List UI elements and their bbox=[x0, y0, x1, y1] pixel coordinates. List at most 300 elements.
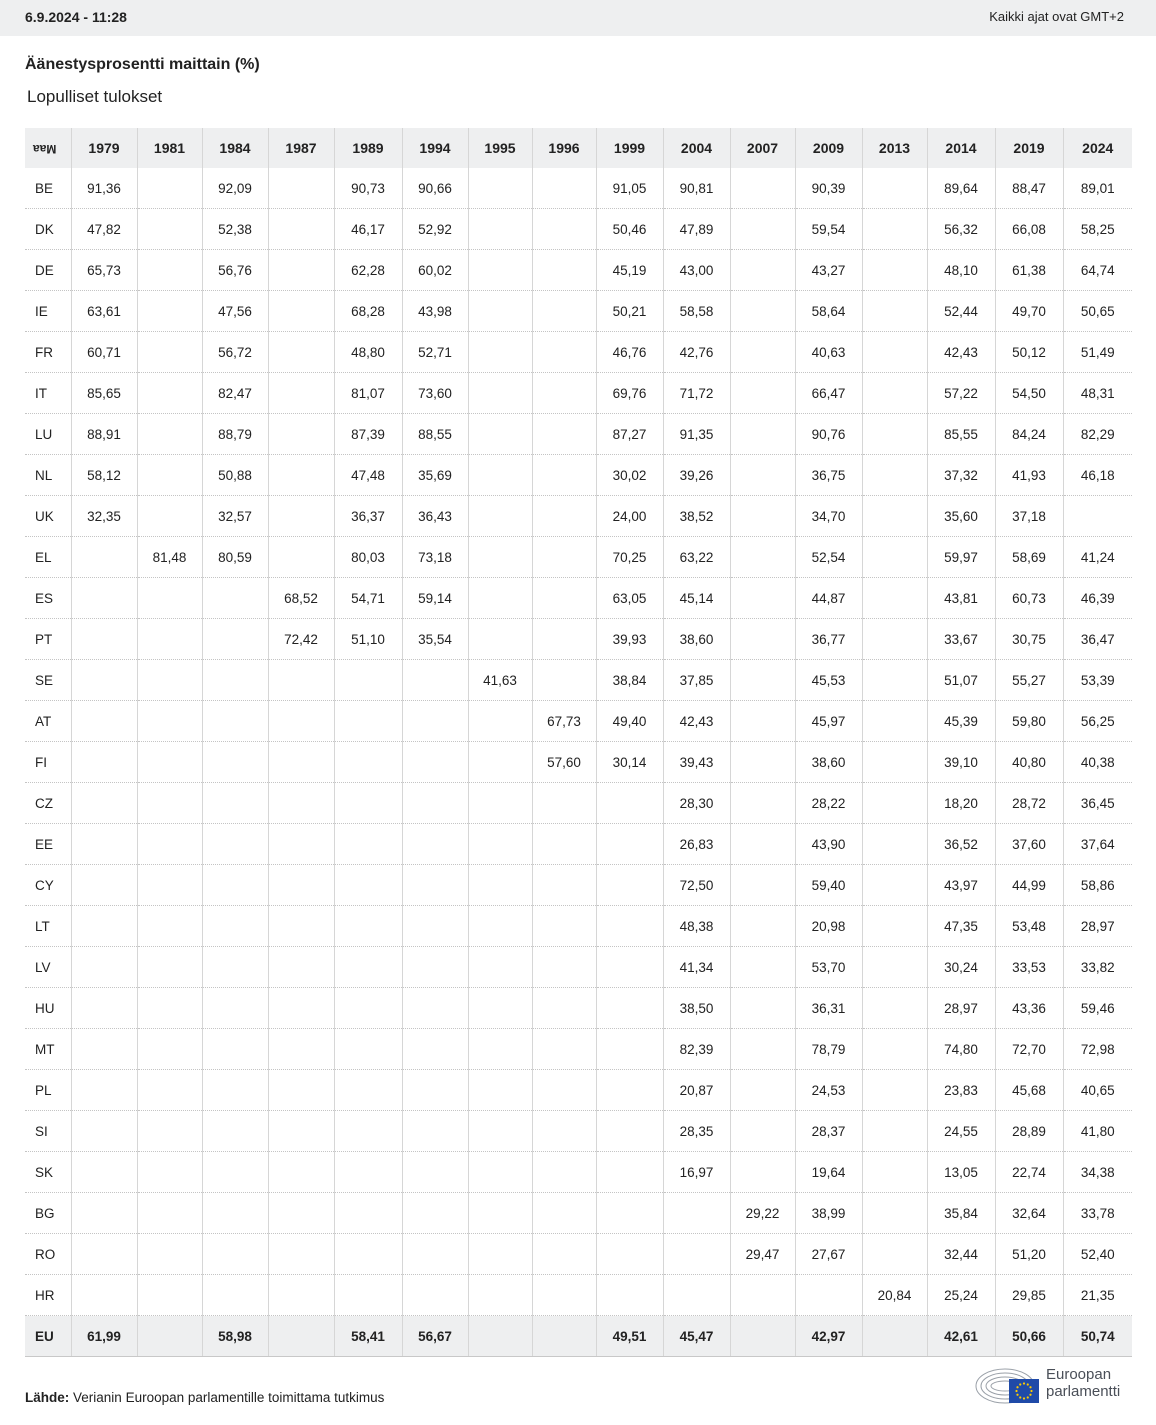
turnout-cell bbox=[137, 209, 202, 250]
column-header-year: 1999 bbox=[596, 128, 663, 168]
turnout-cell bbox=[862, 742, 927, 783]
turnout-cell: 70,25 bbox=[596, 537, 663, 578]
turnout-cell bbox=[532, 947, 596, 988]
turnout-cell bbox=[268, 988, 334, 1029]
turnout-cell: 72,50 bbox=[663, 865, 730, 906]
turnout-cell: 67,73 bbox=[532, 701, 596, 742]
turnout-cell: 50,66 bbox=[995, 1316, 1063, 1357]
country-cell: FR bbox=[25, 332, 71, 373]
turnout-cell: 58,41 bbox=[334, 1316, 402, 1357]
turnout-cell: 35,84 bbox=[927, 1193, 995, 1234]
turnout-cell bbox=[402, 1152, 468, 1193]
turnout-cell: 66,08 bbox=[995, 209, 1063, 250]
turnout-cell: 92,09 bbox=[202, 168, 268, 209]
turnout-cell bbox=[202, 1111, 268, 1152]
turnout-cell bbox=[862, 619, 927, 660]
turnout-cell: 53,39 bbox=[1063, 660, 1132, 701]
turnout-cell bbox=[202, 701, 268, 742]
turnout-cell: 37,60 bbox=[995, 824, 1063, 865]
turnout-cell bbox=[862, 537, 927, 578]
turnout-cell bbox=[862, 168, 927, 209]
country-cell: IT bbox=[25, 373, 71, 414]
turnout-cell: 56,72 bbox=[202, 332, 268, 373]
turnout-cell: 55,27 bbox=[995, 660, 1063, 701]
turnout-cell bbox=[334, 865, 402, 906]
country-cell: SI bbox=[25, 1111, 71, 1152]
turnout-cell: 43,98 bbox=[402, 291, 468, 332]
turnout-cell bbox=[268, 414, 334, 455]
table-row bbox=[25, 250, 1132, 291]
turnout-cell bbox=[137, 168, 202, 209]
turnout-cell bbox=[71, 537, 137, 578]
turnout-cell bbox=[202, 619, 268, 660]
page-subtitle: Lopulliset tulokset bbox=[27, 87, 163, 106]
turnout-cell: 44,99 bbox=[995, 865, 1063, 906]
column-header-country: Maa bbox=[25, 128, 71, 168]
turnout-cell: 90,66 bbox=[402, 168, 468, 209]
table-row bbox=[25, 988, 1132, 1029]
turnout-cell: 27,67 bbox=[795, 1234, 862, 1275]
turnout-cell bbox=[402, 1029, 468, 1070]
turnout-cell: 52,40 bbox=[1063, 1234, 1132, 1275]
turnout-cell: 34,38 bbox=[1063, 1152, 1132, 1193]
turnout-cell: 46,18 bbox=[1063, 455, 1132, 496]
turnout-cell bbox=[268, 783, 334, 824]
turnout-cell bbox=[468, 1070, 532, 1111]
turnout-cell bbox=[71, 1193, 137, 1234]
table-row bbox=[25, 1234, 1132, 1275]
turnout-cell: 53,70 bbox=[795, 947, 862, 988]
turnout-cell: 63,22 bbox=[663, 537, 730, 578]
turnout-cell bbox=[596, 1111, 663, 1152]
turnout-cell bbox=[862, 1070, 927, 1111]
table-row bbox=[25, 619, 1132, 660]
turnout-cell: 39,43 bbox=[663, 742, 730, 783]
turnout-cell bbox=[730, 619, 795, 660]
turnout-cell bbox=[202, 742, 268, 783]
turnout-cell: 82,29 bbox=[1063, 414, 1132, 455]
turnout-cell: 57,22 bbox=[927, 373, 995, 414]
turnout-cell bbox=[137, 1029, 202, 1070]
turnout-cell bbox=[71, 906, 137, 947]
turnout-cell bbox=[730, 824, 795, 865]
turnout-cell bbox=[862, 455, 927, 496]
turnout-cell: 59,40 bbox=[795, 865, 862, 906]
turnout-cell bbox=[730, 496, 795, 537]
flag-star-icon bbox=[1023, 1397, 1025, 1399]
turnout-cell bbox=[71, 783, 137, 824]
turnout-cell bbox=[468, 578, 532, 619]
turnout-cell bbox=[730, 209, 795, 250]
turnout-cell: 22,74 bbox=[995, 1152, 1063, 1193]
turnout-cell bbox=[468, 742, 532, 783]
turnout-cell bbox=[402, 1070, 468, 1111]
turnout-cell: 73,60 bbox=[402, 373, 468, 414]
turnout-cell bbox=[862, 1234, 927, 1275]
turnout-cell bbox=[334, 742, 402, 783]
turnout-cell bbox=[137, 1275, 202, 1316]
turnout-cell bbox=[532, 1193, 596, 1234]
turnout-cell bbox=[137, 291, 202, 332]
turnout-cell: 58,64 bbox=[795, 291, 862, 332]
turnout-cell: 38,99 bbox=[795, 1193, 862, 1234]
turnout-cell bbox=[468, 1193, 532, 1234]
country-cell: DE bbox=[25, 250, 71, 291]
turnout-cell: 66,47 bbox=[795, 373, 862, 414]
turnout-cell bbox=[532, 496, 596, 537]
country-cell: LT bbox=[25, 906, 71, 947]
country-cell: NL bbox=[25, 455, 71, 496]
turnout-cell bbox=[862, 906, 927, 947]
turnout-cell: 80,03 bbox=[334, 537, 402, 578]
turnout-cell: 35,60 bbox=[927, 496, 995, 537]
turnout-cell: 33,78 bbox=[1063, 1193, 1132, 1234]
turnout-cell: 42,76 bbox=[663, 332, 730, 373]
turnout-cell: 41,34 bbox=[663, 947, 730, 988]
country-cell: PL bbox=[25, 1070, 71, 1111]
column-header-year: 1979 bbox=[71, 128, 137, 168]
turnout-cell bbox=[532, 1234, 596, 1275]
turnout-cell: 42,61 bbox=[927, 1316, 995, 1357]
turnout-cell: 63,61 bbox=[71, 291, 137, 332]
turnout-cell bbox=[730, 291, 795, 332]
turnout-cell bbox=[137, 619, 202, 660]
turnout-cell bbox=[202, 1152, 268, 1193]
turnout-cell bbox=[862, 414, 927, 455]
turnout-cell: 59,80 bbox=[995, 701, 1063, 742]
turnout-cell: 74,80 bbox=[927, 1029, 995, 1070]
turnout-cell bbox=[268, 1152, 334, 1193]
turnout-cell bbox=[532, 578, 596, 619]
table-row bbox=[25, 742, 1132, 783]
turnout-cell bbox=[532, 865, 596, 906]
country-cell: CY bbox=[25, 865, 71, 906]
turnout-cell bbox=[71, 1275, 137, 1316]
country-cell: MT bbox=[25, 1029, 71, 1070]
turnout-cell bbox=[862, 1316, 927, 1357]
turnout-cell: 49,40 bbox=[596, 701, 663, 742]
turnout-cell: 41,63 bbox=[468, 660, 532, 701]
table-row bbox=[25, 537, 1132, 578]
turnout-cell bbox=[137, 578, 202, 619]
turnout-cell bbox=[71, 1070, 137, 1111]
turnout-cell: 26,83 bbox=[663, 824, 730, 865]
turnout-cell: 89,01 bbox=[1063, 168, 1132, 209]
turnout-cell: 50,12 bbox=[995, 332, 1063, 373]
source-note bbox=[25, 1390, 384, 1405]
turnout-cell bbox=[730, 742, 795, 783]
turnout-cell bbox=[596, 824, 663, 865]
turnout-cell bbox=[71, 865, 137, 906]
turnout-cell: 44,87 bbox=[795, 578, 862, 619]
turnout-cell bbox=[71, 988, 137, 1029]
turnout-cell: 18,20 bbox=[927, 783, 995, 824]
turnout-cell: 36,52 bbox=[927, 824, 995, 865]
turnout-cell bbox=[268, 824, 334, 865]
turnout-cell bbox=[730, 906, 795, 947]
table-row bbox=[25, 455, 1132, 496]
turnout-cell: 56,76 bbox=[202, 250, 268, 291]
country-cell: AT bbox=[25, 701, 71, 742]
turnout-cell bbox=[202, 783, 268, 824]
turnout-cell: 28,35 bbox=[663, 1111, 730, 1152]
table-row bbox=[25, 906, 1132, 947]
turnout-cell: 43,97 bbox=[927, 865, 995, 906]
turnout-cell bbox=[268, 1029, 334, 1070]
turnout-cell bbox=[730, 578, 795, 619]
turnout-cell bbox=[532, 783, 596, 824]
turnout-cell bbox=[334, 947, 402, 988]
turnout-cell: 58,58 bbox=[663, 291, 730, 332]
turnout-cell bbox=[71, 1234, 137, 1275]
turnout-cell bbox=[468, 168, 532, 209]
turnout-cell bbox=[730, 332, 795, 373]
turnout-cell bbox=[334, 1152, 402, 1193]
turnout-cell bbox=[268, 1111, 334, 1152]
turnout-cell: 30,24 bbox=[927, 947, 995, 988]
turnout-cell bbox=[468, 701, 532, 742]
column-header-year: 2019 bbox=[995, 128, 1063, 168]
turnout-cell: 28,22 bbox=[795, 783, 862, 824]
table-row bbox=[25, 414, 1132, 455]
turnout-cell: 43,00 bbox=[663, 250, 730, 291]
flag-star-icon bbox=[1027, 1383, 1029, 1385]
turnout-cell: 68,52 bbox=[268, 578, 334, 619]
column-header-year: 1994 bbox=[402, 128, 468, 168]
turnout-cell: 48,31 bbox=[1063, 373, 1132, 414]
turnout-cell: 54,50 bbox=[995, 373, 1063, 414]
timezone-note: Kaikki ajat ovat GMT+2 bbox=[989, 9, 1124, 24]
column-header-year: 2007 bbox=[730, 128, 795, 168]
turnout-cell: 33,53 bbox=[995, 947, 1063, 988]
turnout-cell bbox=[268, 332, 334, 373]
turnout-cell bbox=[402, 988, 468, 1029]
turnout-cell bbox=[532, 414, 596, 455]
timestamp: 6.9.2024 - 11:28 bbox=[25, 9, 127, 25]
column-header-year: 2024 bbox=[1063, 128, 1132, 168]
turnout-cell bbox=[268, 168, 334, 209]
turnout-cell bbox=[862, 496, 927, 537]
turnout-cell: 62,28 bbox=[334, 250, 402, 291]
turnout-cell: 36,45 bbox=[1063, 783, 1132, 824]
turnout-cell: 32,44 bbox=[927, 1234, 995, 1275]
turnout-cell bbox=[730, 537, 795, 578]
table-row bbox=[25, 1070, 1132, 1111]
column-header-year: 2013 bbox=[862, 128, 927, 168]
turnout-cell: 52,54 bbox=[795, 537, 862, 578]
column-header-year: 2014 bbox=[927, 128, 995, 168]
turnout-cell bbox=[137, 1111, 202, 1152]
turnout-cell bbox=[730, 373, 795, 414]
turnout-cell: 45,39 bbox=[927, 701, 995, 742]
turnout-cell bbox=[468, 250, 532, 291]
turnout-cell: 69,76 bbox=[596, 373, 663, 414]
turnout-cell bbox=[596, 1193, 663, 1234]
turnout-cell bbox=[862, 1152, 927, 1193]
turnout-cell bbox=[596, 947, 663, 988]
turnout-cell: 43,90 bbox=[795, 824, 862, 865]
turnout-cell: 50,46 bbox=[596, 209, 663, 250]
turnout-cell bbox=[137, 1193, 202, 1234]
table-header-row bbox=[25, 128, 1132, 168]
turnout-cell bbox=[334, 1275, 402, 1316]
turnout-cell bbox=[402, 865, 468, 906]
turnout-cell: 25,24 bbox=[927, 1275, 995, 1316]
european-parliament-logo bbox=[975, 1366, 1135, 1406]
turnout-cell: 73,18 bbox=[402, 537, 468, 578]
turnout-cell bbox=[137, 742, 202, 783]
turnout-cell bbox=[202, 1234, 268, 1275]
turnout-cell bbox=[71, 742, 137, 783]
turnout-cell bbox=[532, 537, 596, 578]
turnout-cell bbox=[71, 701, 137, 742]
turnout-cell bbox=[1063, 496, 1132, 537]
turnout-cell bbox=[268, 742, 334, 783]
turnout-cell: 49,70 bbox=[995, 291, 1063, 332]
turnout-cell bbox=[334, 1070, 402, 1111]
turnout-cell: 24,53 bbox=[795, 1070, 862, 1111]
turnout-cell bbox=[663, 1234, 730, 1275]
table-row bbox=[25, 1029, 1132, 1070]
turnout-cell bbox=[468, 291, 532, 332]
turnout-cell bbox=[334, 701, 402, 742]
turnout-cell: 65,73 bbox=[71, 250, 137, 291]
turnout-cell bbox=[862, 783, 927, 824]
turnout-cell bbox=[795, 1275, 862, 1316]
flag-star-icon bbox=[1029, 1394, 1031, 1396]
turnout-cell bbox=[730, 701, 795, 742]
turnout-cell bbox=[532, 455, 596, 496]
country-cell: HR bbox=[25, 1275, 71, 1316]
turnout-cell bbox=[532, 1029, 596, 1070]
country-cell: ES bbox=[25, 578, 71, 619]
turnout-cell bbox=[468, 1234, 532, 1275]
page-title: Äänestysprosentti maittain (%) bbox=[25, 56, 260, 73]
turnout-cell bbox=[402, 742, 468, 783]
turnout-cell bbox=[468, 824, 532, 865]
turnout-cell bbox=[730, 947, 795, 988]
turnout-cell bbox=[402, 1111, 468, 1152]
turnout-cell: 58,69 bbox=[995, 537, 1063, 578]
column-header-year: 1987 bbox=[268, 128, 334, 168]
column-header-year: 1995 bbox=[468, 128, 532, 168]
turnout-cell: 60,02 bbox=[402, 250, 468, 291]
turnout-cell bbox=[730, 1275, 795, 1316]
turnout-cell bbox=[532, 291, 596, 332]
turnout-cell bbox=[532, 209, 596, 250]
turnout-cell bbox=[402, 783, 468, 824]
turnout-cell bbox=[334, 1234, 402, 1275]
turnout-cell bbox=[532, 373, 596, 414]
turnout-cell bbox=[137, 1316, 202, 1357]
turnout-cell: 54,71 bbox=[334, 578, 402, 619]
column-header-year: 2004 bbox=[663, 128, 730, 168]
turnout-cell: 38,60 bbox=[795, 742, 862, 783]
flag-star-icon bbox=[1030, 1390, 1032, 1392]
turnout-cell bbox=[468, 373, 532, 414]
turnout-cell: 28,97 bbox=[1063, 906, 1132, 947]
turnout-cell: 56,67 bbox=[402, 1316, 468, 1357]
turnout-cell: 45,14 bbox=[663, 578, 730, 619]
turnout-cell: 29,47 bbox=[730, 1234, 795, 1275]
turnout-cell bbox=[468, 1275, 532, 1316]
turnout-cell: 45,19 bbox=[596, 250, 663, 291]
turnout-cell bbox=[137, 250, 202, 291]
turnout-cell bbox=[730, 1070, 795, 1111]
source-label: Lähde: bbox=[25, 1390, 70, 1405]
turnout-cell: 20,84 bbox=[862, 1275, 927, 1316]
country-cell: DK bbox=[25, 209, 71, 250]
turnout-cell bbox=[334, 906, 402, 947]
turnout-cell bbox=[596, 783, 663, 824]
logo-line-2: parlamentti bbox=[1046, 1383, 1121, 1400]
flag-star-icon bbox=[1019, 1396, 1021, 1398]
turnout-cell: 20,98 bbox=[795, 906, 862, 947]
turnout-cell: 41,24 bbox=[1063, 537, 1132, 578]
turnout-cell: 35,54 bbox=[402, 619, 468, 660]
flag-star-icon bbox=[1016, 1394, 1018, 1396]
turnout-cell bbox=[730, 660, 795, 701]
turnout-cell: 68,28 bbox=[334, 291, 402, 332]
turnout-cell bbox=[532, 1070, 596, 1111]
flag-star-icon bbox=[1015, 1390, 1017, 1392]
turnout-cell: 32,35 bbox=[71, 496, 137, 537]
turnout-cell: 59,46 bbox=[1063, 988, 1132, 1029]
turnout-cell bbox=[137, 332, 202, 373]
turnout-cell bbox=[268, 1275, 334, 1316]
turnout-cell: 37,32 bbox=[927, 455, 995, 496]
turnout-cell: 28,89 bbox=[995, 1111, 1063, 1152]
country-cell: PT bbox=[25, 619, 71, 660]
turnout-cell bbox=[862, 701, 927, 742]
turnout-cell: 88,79 bbox=[202, 414, 268, 455]
turnout-cell bbox=[137, 824, 202, 865]
turnout-cell: 28,97 bbox=[927, 988, 995, 1029]
turnout-cell bbox=[137, 414, 202, 455]
turnout-cell: 48,80 bbox=[334, 332, 402, 373]
turnout-cell bbox=[730, 988, 795, 1029]
turnout-cell bbox=[862, 332, 927, 373]
turnout-cell bbox=[532, 332, 596, 373]
turnout-cell bbox=[268, 1316, 334, 1357]
turnout-cell bbox=[532, 1111, 596, 1152]
turnout-cell: 87,39 bbox=[334, 414, 402, 455]
turnout-cell bbox=[137, 496, 202, 537]
turnout-cell bbox=[268, 455, 334, 496]
turnout-cell bbox=[468, 619, 532, 660]
country-cell: FI bbox=[25, 742, 71, 783]
turnout-cell bbox=[334, 660, 402, 701]
turnout-cell: 46,76 bbox=[596, 332, 663, 373]
turnout-cell: 39,93 bbox=[596, 619, 663, 660]
turnout-cell: 58,98 bbox=[202, 1316, 268, 1357]
turnout-cell: 38,50 bbox=[663, 988, 730, 1029]
turnout-cell: 47,56 bbox=[202, 291, 268, 332]
turnout-cell: 81,48 bbox=[137, 537, 202, 578]
table-row bbox=[25, 824, 1132, 865]
turnout-cell bbox=[268, 906, 334, 947]
turnout-cell bbox=[596, 906, 663, 947]
turnout-cell bbox=[862, 947, 927, 988]
turnout-cell: 89,64 bbox=[927, 168, 995, 209]
turnout-cell bbox=[596, 1152, 663, 1193]
table-row bbox=[25, 1193, 1132, 1234]
turnout-cell: 13,05 bbox=[927, 1152, 995, 1193]
table-row bbox=[25, 168, 1132, 209]
turnout-cell bbox=[137, 865, 202, 906]
turnout-cell: 45,68 bbox=[995, 1070, 1063, 1111]
turnout-cell bbox=[468, 209, 532, 250]
